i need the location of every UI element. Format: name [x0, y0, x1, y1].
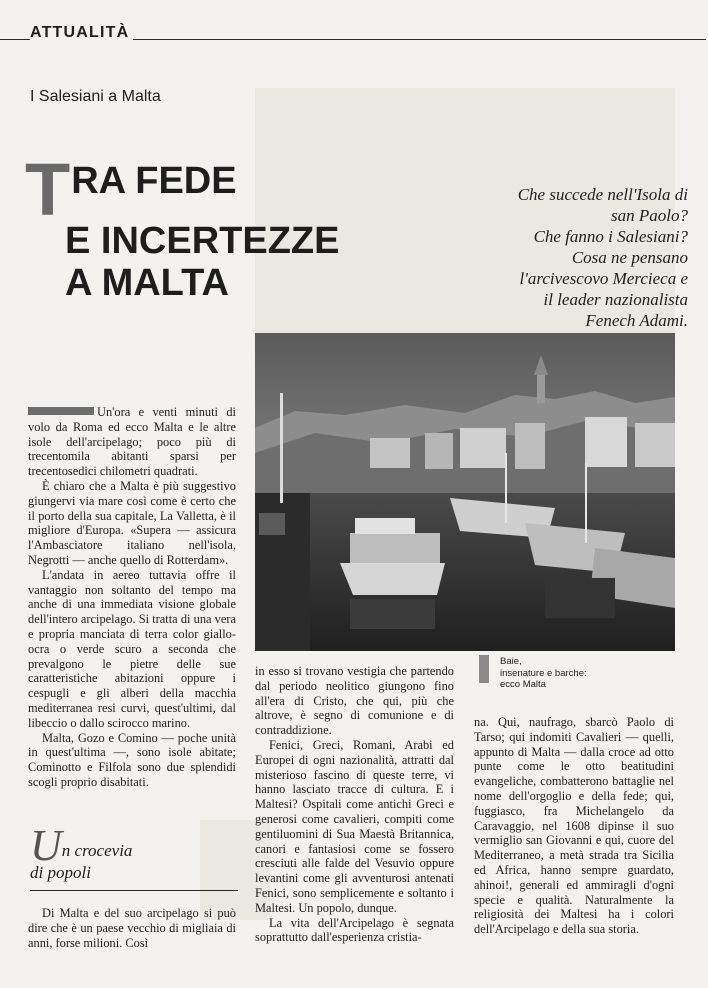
article-headline [25, 148, 405, 304]
body-column-1-continued [28, 906, 236, 950]
subheading [30, 821, 133, 884]
body-column-2 [255, 664, 454, 945]
subheading-line-2: di popoli [30, 863, 91, 882]
standfirst-line: Che fanno i Salesiani? [533, 227, 688, 246]
subheading-line-1: n crocevia [61, 841, 133, 860]
headline-line-3: A MALTA [65, 262, 229, 304]
standfirst [478, 184, 688, 331]
body-paragraph: L'andata in aereo tuttavia offre il vantaggio non soltanto del tempo ma anche di una immediata visione globale dell'intero arcipelago. Si tratta di una vera e propria manciata di terra color giallo-ocra o verde scuro a seconda che prevalgono le pietre delle sue caratteristiche abitazioni oppure i cespugli e gli alberi della macchia mediterranea resi curvi, quest'ultimi, dal libeccio o dallo scirocco marino. [28, 567, 236, 730]
lead-paragraph-text: Un'ora e venti minuti di volo da Roma ed ecco Malta e le altre isole dell'arcipelago; poco più di trecentomila abitanti sparsi per trecentosedici chilometri quadrati. [28, 405, 236, 479]
lead-paragraph [28, 405, 236, 479]
body-paragraph: na. Qui, naufrago, sbarcò Paolo di Tarso; qui indomiti Cavalieri — quelli, appunto di Malta — dalla croce ad otto punte come le otto beatitudini evangeliche, combatterono battaglie nel nome dell'orgoglio e della fede; qui, fuggiasco, fra Michelangelo da Caravaggio, nel 1608 dipinse il suo vermiglio san Giovanni e qui, cuore del Mediterraneo, a metà strada tra Sicilia ed Africa, hanno sempre guardato, ahinoi!, generali ed ammiragli d'ogni specie e qualità. Naturalmente la religiosità dei Maltesi ha i colori dell'Arcipelago e della sua storia. [474, 715, 674, 937]
headline-drop-cap: T [25, 148, 71, 231]
caption-marker [479, 655, 489, 683]
subheading-rule [30, 890, 238, 891]
standfirst-line: san Paolo? [611, 206, 688, 225]
headline-line-1: RA FEDE [71, 160, 237, 202]
article-kicker: I Salesiani a Malta [30, 88, 161, 105]
standfirst-line: Fenech Adami. [585, 311, 688, 330]
subheading-drop-cap: U [30, 821, 62, 870]
section-label: ATTUALITÀ [30, 24, 133, 42]
caption-line: Baie, [500, 656, 522, 667]
standfirst-line: Che succede nell'Isola di [517, 185, 688, 204]
lead-bar [28, 407, 94, 415]
standfirst-line: l'arcivescovo Mercieca e [519, 269, 688, 288]
body-paragraph: La vita dell'Arcipelago è segnata soprattutto dall'esperienza cristia- [255, 915, 454, 945]
body-column-3 [474, 715, 674, 937]
body-paragraph: Di Malta e del suo arcipelago si può dire che è un paese vecchio di migliaia di anni, forse milioni. Così [28, 906, 236, 950]
malta-harbour-photo [255, 333, 675, 651]
body-paragraph: È chiaro che a Malta è più suggestivo giungervi via mare così come è certo che il porto della sua capitale, La Valletta, è il migliore d'Europa. «Supera — assicura l'Ambasciatore italiano nell'isola, Negrotti — anche quello di Rotterdam». [28, 478, 236, 567]
caption-line: insenature e barche: [500, 667, 587, 679]
body-paragraph: Malta, Gozo e Comino — poche unità in quest'ultima —, sono isole abitate; Cominotto e Filfola sono due splendidi scogli proprio disabitati. [28, 730, 236, 789]
photo-caption [500, 656, 670, 691]
caption-line: ecco Malta [500, 679, 546, 690]
headline-line-2: E INCERTEZZE [65, 220, 340, 262]
body-paragraph: Fenici, Greci, Romani, Arabi ed Europei di ogni nazionalità, attratti dal misterioso fascino di queste terre, vi hanno lasciato tracce di cultura. E i Maltesi? Ospitali come antichi Greci e generosi come cavalieri, compiti come gentiluomini di Sua Maestà Britannica, canori e fantasiosi come se fossero cresciuti alle falde del Vesuvio oppure levantini come gli avventurosi antenati Fenici, sono semplicemente e soltanto i Maltesi. Un popolo, dunque. [255, 737, 454, 915]
standfirst-line: il leader nazionalista [543, 290, 688, 309]
body-paragraph: in esso si trovano vestigia che partendo dal periodo neolitico giungono fino all'era di Cristo, che qui, più che altrove, è segno di comunione e di contraddizione. [255, 664, 454, 738]
standfirst-line: Cosa ne pensano [571, 248, 688, 267]
body-column-1 [28, 405, 236, 790]
